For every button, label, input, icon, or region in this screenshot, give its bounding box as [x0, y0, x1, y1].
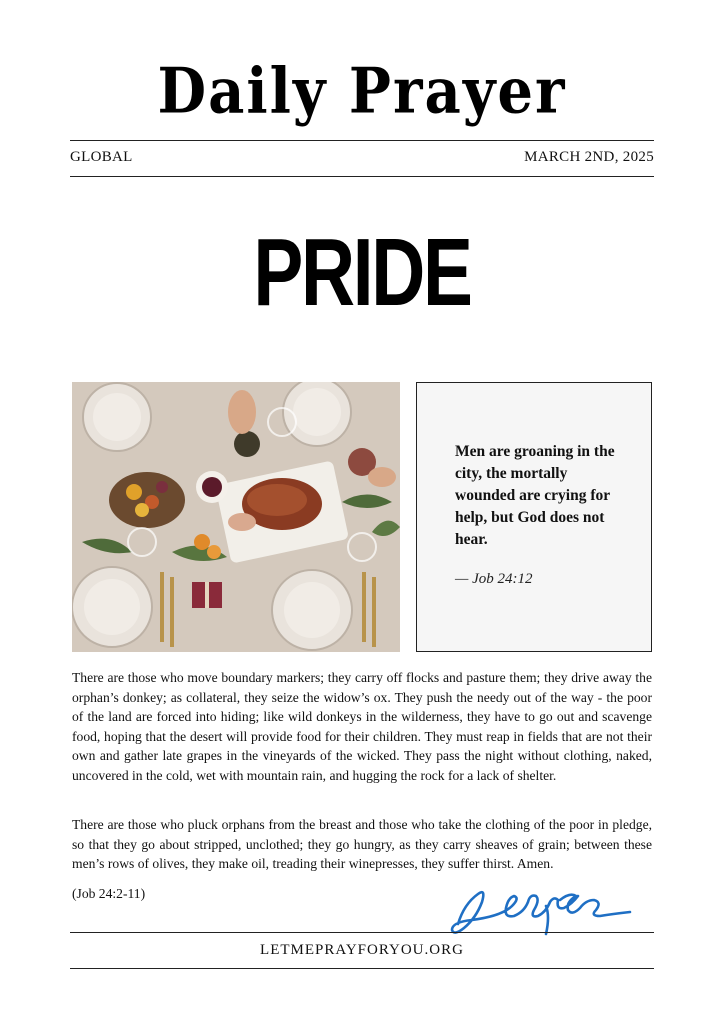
dateline-date: MARCH 2ND, 2025 [524, 149, 654, 165]
quote-reference: — Job 24:12 [455, 571, 533, 587]
headline: PRIDE [253, 219, 471, 326]
footer-top-rule [70, 932, 654, 933]
scripture-reference: (Job 24:2-11) [72, 886, 146, 901]
footer-bottom-rule [70, 968, 654, 969]
quote-text: Men are groaning in the city, the mortally wounded are crying for help, but God does not hear. [455, 443, 615, 548]
masthead-title: Daily Prayer [157, 54, 567, 128]
dateline [70, 149, 654, 166]
body-paragraph-2: There are those who pluck orphans from the breast and those who take the clothing of the poor in pledge, so that they go about stripped, unclothed; they go hungry, as they carry sheaves of grain; between these men’s rows of olives, they make oil, treading their winepresses, they suffer thirst. Amen. [72, 817, 652, 871]
footer-website[interactable]: LETMEPRAYFORYOU.ORG [260, 942, 464, 958]
feast-table-photo [72, 382, 400, 652]
quote-box [416, 382, 652, 652]
top-rule [70, 140, 654, 141]
dateline-bottom-rule [70, 176, 654, 177]
body-paragraph-1: There are those who move boundary markers; they carry off flocks and pasture them; they drive away the orphan’s donkey; as collateral, they seize the widow’s ox. They push the needy out of the way - the poor of the land are forced into hiding; like wild donkeys in the wilderness, they have to go out and scavenge food, hoping that the desert will provide food for their children. They must reap in fields that are not their own and gather late grapes in the vineyards of the wicked. They pass the night without clothing, naked, uncovered in the cold, wet with mountain rain, and hugging the rock for a lack of shelter. [72, 670, 652, 783]
dateline-region: GLOBAL [70, 149, 133, 165]
